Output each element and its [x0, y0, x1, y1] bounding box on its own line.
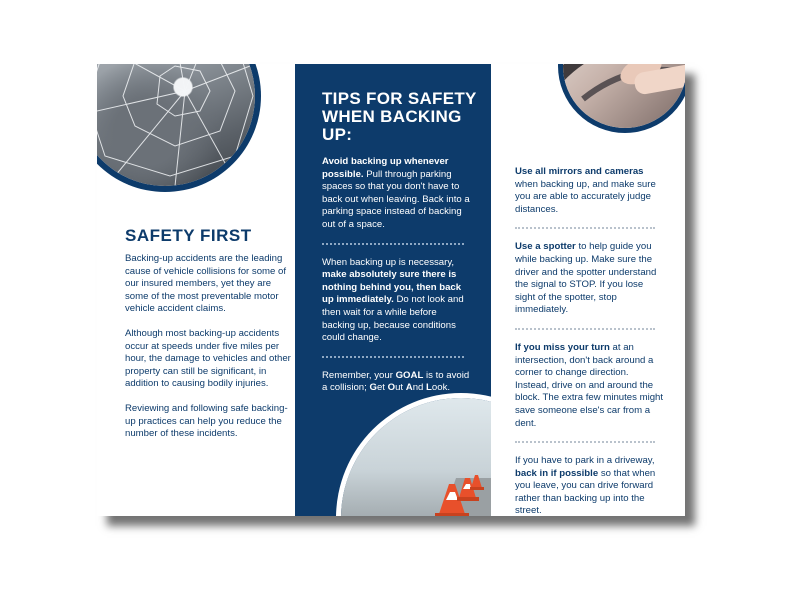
tip-text: ook. [431, 382, 451, 394]
left-body [125, 253, 293, 453]
tip-text: When backing up is necessary, [322, 256, 455, 268]
tip-text: so that when you leave, you can drive forward rather than backing up into the street. [515, 467, 656, 516]
goal-word: GOAL [395, 369, 424, 381]
tip-bold: Use all mirrors and cameras [515, 166, 644, 177]
dotted-divider [515, 441, 655, 443]
steering-wheel-image [563, 64, 685, 128]
tip-mirrors [515, 166, 665, 216]
safety-brochure [97, 64, 685, 516]
acronym-letter: L [426, 382, 432, 394]
tip-bold: back in if possible [515, 467, 599, 479]
shattered-windshield-image [97, 64, 255, 186]
middle-body [322, 156, 472, 395]
tip-bold: Avoid backing up whenever possible. [322, 156, 449, 180]
tip-avoid-backing [322, 156, 472, 232]
dotted-divider [322, 356, 464, 358]
tip-goal [322, 370, 472, 395]
tip-text: Pull through parking spaces so that you don't have to back out when leaving. Back into a parking space instead of backing out of a space. [322, 168, 470, 230]
traffic-cones-image [341, 398, 491, 516]
tip-bold: Use a spotter [515, 241, 576, 253]
tip-text: ut [395, 382, 406, 394]
tip-text: Remember, your [322, 369, 396, 381]
tip-text: nd [412, 382, 427, 394]
tip-make-sure [322, 257, 472, 345]
right-panel [491, 64, 685, 516]
tip-text: et [376, 382, 388, 394]
review-paragraph: Reviewing and following safe backing-up practices can help you reduce the number of these incidents. [125, 402, 288, 440]
tip-text: at an intersection, don't back around a corner to change direction. Instead, drive on and around the block. The extra few minutes might save someone else's car from a dent. [515, 341, 664, 429]
middle-panel [295, 64, 491, 516]
tip-text: Do not look and then wait for a while before backing up, because conditions could change. [322, 294, 464, 344]
tip-missed-turn [515, 342, 665, 430]
tip-spotter [515, 241, 665, 317]
dotted-divider [515, 227, 655, 229]
acronym-letter: A [405, 382, 413, 394]
acronym-letter: G [369, 382, 377, 394]
left-panel [97, 64, 295, 516]
speed-paragraph: Although most backing-up accidents occur at speeds under five miles per hour, the damage to vehicles and other property can still be significant, in addition to causing bodily injuries. [125, 327, 291, 390]
tip-text: If you have to park in a driveway, [515, 455, 655, 467]
dotted-divider [515, 328, 655, 330]
acronym-letter: O [387, 382, 396, 394]
tip-driveway [515, 455, 665, 516]
tip-bold: make absolutely sure there is nothing behind you, then back up immediately. [322, 269, 462, 306]
right-body [515, 166, 665, 516]
tips-heading: TIPS FOR SAFETY WHEN BACKING UP: [322, 89, 477, 144]
tip-bold: If you miss your turn [515, 341, 610, 353]
tip-text: to help guide you while backing up. Make sure the driver and the spotter understand the signal to STOP. If you lose sight of the spotter, stop immediately. [515, 241, 657, 316]
tip-text: is to avoid a collision; [322, 369, 470, 394]
intro-paragraph: Backing-up accidents are the leading cause of vehicle collisions for some of our insured members, yet they are some of the most preventable motor vehicle accident claims. [125, 253, 287, 315]
tip-text: when backing up, and make sure you are able to accurately judge distances. [515, 178, 656, 215]
dotted-divider [322, 243, 464, 245]
safety-first-heading: SAFETY FIRST [125, 226, 252, 245]
